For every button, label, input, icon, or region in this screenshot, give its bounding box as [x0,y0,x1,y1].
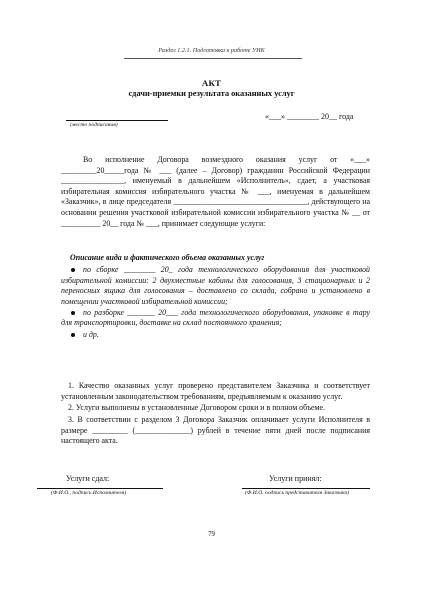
bullet-icon [71,311,75,315]
act-subtitle: сдачи-приемки результата оказанных услуг [128,89,295,98]
executor-signature-line [37,488,163,489]
term-payment: 3. В соответствии с разделом 3 Договора Заказчик оплачивает услуги Исполнителя в размере _________ (______________) рублей в течение пяти дней после подписания настоящего акта. [61,415,370,446]
list-item-text: и др. [83,329,99,339]
place-signature-line [66,120,168,121]
intro-paragraph: Во исполнение Договора возмездного оказания услуг от «___» _________20_____года № ___ (далее – Договор) гражданин Российской Федерации ________________, именуемый в дальнейшем «Исполнитель», сдает, а участковая избирательная комиссия избирательного участка № ___, именуемая в дальнейшем «Заказчик», в лице председателя __________________________________, действующего на основании решения участковой избирательной комиссии избирательного участка № __ от __________ 20__ года № ___, принимает следующие услуги: [61,155,370,228]
delivered-label: Услуги сдал: [66,474,110,483]
bullet-icon [71,333,75,337]
list-item [61,330,370,341]
term-quality: 1. Качество оказанных услуг проверено представителем Заказчика и соответствует установленным законодательством требованиям, предъявляемым к оказанию услуг. [61,381,370,401]
list-item [61,265,370,307]
customer-signature-caption: (Ф.И.О. подпись представителя Заказчика) [245,490,350,496]
list-item [61,308,370,329]
list-item-text: по сборке ________ 20_ года технологического оборудования для участковой избирательной комиссии: 2 двухместные кабины для голосования, 3 стационарных и 2 переносных ящика для голосования – доставлено со склада, собрано и установлено в помещении участковой избирательной комиссии; [61,265,370,306]
header-rule [124,58,302,59]
executor-signature-caption: (Ф.И.О., подпись Исполнителя) [51,490,127,496]
bullet-icon [71,268,75,272]
act-title: АКТ [201,78,222,88]
running-header: Раздел 1.2.1. Подготовка к работе УИК [158,47,265,54]
list-item-text: по разборке _______ 20___ года технологического оборудования, упаковке в тару для транспортировки, доставке на склад постоянного хранения; [61,307,370,328]
customer-signature-line [242,488,370,489]
place-label: (место подписания) [70,122,118,128]
accepted-label: Услуги принял: [269,474,322,483]
term-deadline: 2. Услуги выполнены в установленные Договором сроки и в полном объеме. [68,403,325,412]
date-line: «___» ________ 20__ года [265,112,354,121]
page-number: 79 [208,531,215,538]
services-list [61,265,370,340]
services-section-title: Описание вида и фактического объема оказанных услуг [70,253,265,262]
